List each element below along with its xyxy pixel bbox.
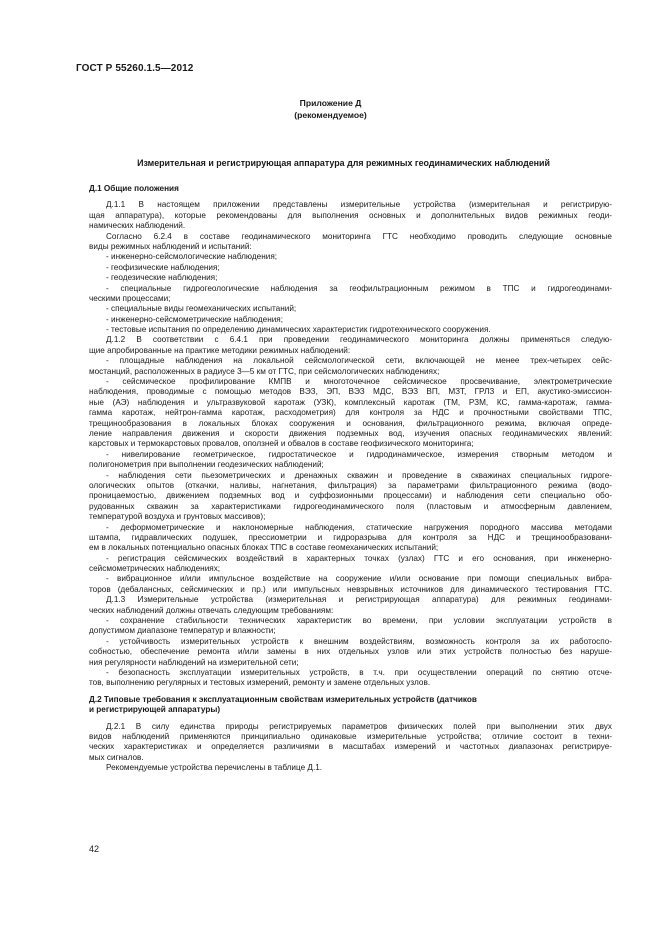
text-line: виды режимных наблюдений и испытаний: — [89, 241, 252, 251]
text-line: Согласно 6.2.4 в составе геодинамического мониторинга ГТС необходимо проводить следующие основные — [106, 231, 612, 241]
text-line: собностью, обеспечение ремонта и/или замены в них отдельных узлов или этих устройств полностью без наруше- — [89, 647, 612, 657]
section-heading: Д.1 Общие положения — [89, 184, 179, 193]
text-line: - сохранение стабильности технических характеристик во времени, при условии эксплуатации устройств в — [106, 616, 612, 626]
text-line: ческих характеристиках и определяется различиями в масштабах измерений и частотных диапазонах регистрируе- — [89, 742, 612, 752]
text-line: мостанций, расположенных в радиусе 3—5 км от ГТС, при сейсмологических наблюдениях; — [89, 366, 440, 376]
text-line: Д.1.3 Измерительные устройства (измерительная и регистрирующая аппаратура) для режимных геодинами- — [106, 595, 612, 605]
text-line: Д.1.1 В настоящем приложении представлены измерительные устройства (измерительная и регистрирую- — [106, 200, 612, 210]
text-line: наблюдения, проводимые с помощью методов ВЭЗ, ЭП, ВЭЗ МДС, ВЭЗ ВП, МЗТ, ГРЛЗ и ЕП, акустико-эмиссион- — [89, 387, 612, 397]
text-line: - устойчивость измерительных устройств к внешним воздействиям, возможность контроля за их работоспо- — [106, 636, 612, 646]
text-line: - инженерно-сейсмометрические наблюдения; — [106, 314, 284, 324]
text-line: Рекомендуемые устройства перечислены в таблице Д.1. — [106, 763, 323, 773]
text-line: щая аппаратура), которые рекомендованы для выполнения основных и дополнительных видов режимных геоди- — [89, 210, 612, 220]
text-line: ческих наблюдений должны отвечать следующим требованиям: — [89, 605, 334, 615]
text-line: - специальные виды геомеханических испытаний; — [106, 304, 297, 314]
text-line: гамма каротаж, нейтрон-гамма каротаж, расходометрия) для контроля за НДС и прочностными свойствами ТПС, — [89, 408, 612, 418]
text-line: - инженерно-сейсмологические наблюдения; — [106, 252, 278, 262]
text-line: щие апробированные на практике методики режимных наблюдений: — [89, 345, 351, 355]
text-line: - геодезические наблюдения; — [106, 273, 218, 283]
text-line: температурой воздуха и грунтовых массивов); — [89, 512, 266, 522]
text-line: полигонометрия при выполнении геодезических наблюдений; — [89, 460, 324, 470]
text-line: - безопасность эксплуатации измерительных устройств, в т.ч. при осуществлении операций по снятию отсче- — [106, 667, 612, 677]
text-line: сейсмометрических наблюдениях; — [89, 564, 221, 574]
appendix-label: Приложение Д — [299, 98, 362, 108]
text-line: карстовых и термокарстовых провалов, оползней и обвалов в составе геофизического мониторинга; — [89, 439, 474, 449]
text-line: рудованных скважин за характеристиками гидрогеодинамического поля (пластовым и атмосферным давлением, — [89, 501, 612, 511]
text-line: торов (дебалансных, сейсмических и пр.) или импульсных невзрывных источников для динамического тестирования ГТС. — [89, 584, 612, 594]
text-line: допустимом диапазоне температур и влажности; — [89, 626, 276, 636]
appendix-title: Измерительная и регистрирующая аппаратура для режимных геодинамических наблюдений — [137, 158, 550, 168]
text-line: мых сигналов. — [89, 752, 144, 762]
text-line: ление направления движения и скорости движения подземных вод, изучения опасных геодинамических явлений: — [89, 428, 612, 438]
text-line: штампа, гидравлических подушек, прессиометрии и гидроразрыва для контроля за НДС и трещинообразовани- — [89, 532, 612, 542]
text-line: - деформометрические и наклономерные наблюдения, статические нагружения породного массива методами — [106, 522, 612, 532]
text-line: ем в локальных потенциально опасных блоках ТПС в составе геомеханических испытаний; — [89, 543, 439, 553]
text-line: - сейсмическое профилирование КМПВ и многоточечное сейсмическое просвечивание, электрометрические — [106, 377, 612, 387]
text-line: - специальные гидрогеологические наблюдения за геофильтрационным режимом в ТПС и гидрогеодинами- — [106, 283, 612, 293]
text-line: Д.2.1 В силу единства природы регистрируемых параметров физических полей при выполнении этих двух — [106, 721, 612, 731]
text-line: - вибрационное и/или импульсное воздействие на сооружение и/или основание при помощи специальных вибра- — [106, 574, 612, 584]
text-line: - наблюдения сети пьезометрических и дренажных скважин и проведение в скважинах специальных гидроге- — [106, 470, 612, 480]
text-line: - площадные наблюдения на локальной сейсмологической сети, включающей не менее трех-четырех сейс- — [106, 356, 612, 366]
text-line: Д.1.2 В соответствии с 6.4.1 при проведении геодинамического мониторинга должны применяться следую- — [106, 335, 612, 345]
text-line: - геофизические наблюдения; — [106, 262, 220, 272]
text-line: трещинообразования в локальных блоках сооружения и основания, фильтрационного режима, включая опреде- — [89, 418, 612, 428]
text-line: видов наблюдений применяются принципиально одинаковые измерительные устройства; отличие состоит в техни- — [89, 731, 612, 741]
text-line: - тестовые испытания по определению динамических характеристик гидротехнического сооружения. — [106, 325, 491, 335]
document-header: ГОСТ Р 55260.1.5—2012 — [76, 63, 194, 74]
text-line: проницаемостью, движением подземных вод и суффозионными процессами) и наблюдения сети специально обо- — [89, 491, 612, 501]
text-line: ные (АЭ) наблюдения и ультразвуковой каротаж (УЗК), комплексный каротаж (ТМ, РЗМ, КС, гамма-каротаж, гамма- — [89, 397, 612, 407]
text-line: - регистрация сейсмических воздействий в характерных точках (узлах) ГТС и его основания, при инженерно- — [106, 553, 612, 563]
text-line: ния регулярности наблюдений на измерительной сети; — [89, 657, 299, 667]
text-line: намических наблюдений. — [89, 221, 186, 231]
text-line: ческими процессами; — [89, 293, 171, 303]
page-number: 42 — [89, 844, 100, 854]
section-heading: Д.2 Типовые требования к эксплуатационным свойствам измерительных устройств (датчиков — [89, 694, 477, 704]
section-heading: и регистрирующей аппаратуры) — [89, 705, 221, 715]
appendix-status: (рекомендуемое) — [294, 110, 367, 120]
text-line: тов, выполнению регулярных и тестовых измерений, ремонту и замене отдельных узлов. — [89, 678, 431, 688]
text-line: ологических опытов (откачки, наливы, нагнетания, фильтрация) за параметрами фильтрационного режима (водо- — [89, 480, 612, 490]
body-text — [89, 178, 612, 773]
text-line: - нивелирование геометрическое, гидростатическое и гидродинамическое, измерения створным методом и — [106, 449, 612, 459]
